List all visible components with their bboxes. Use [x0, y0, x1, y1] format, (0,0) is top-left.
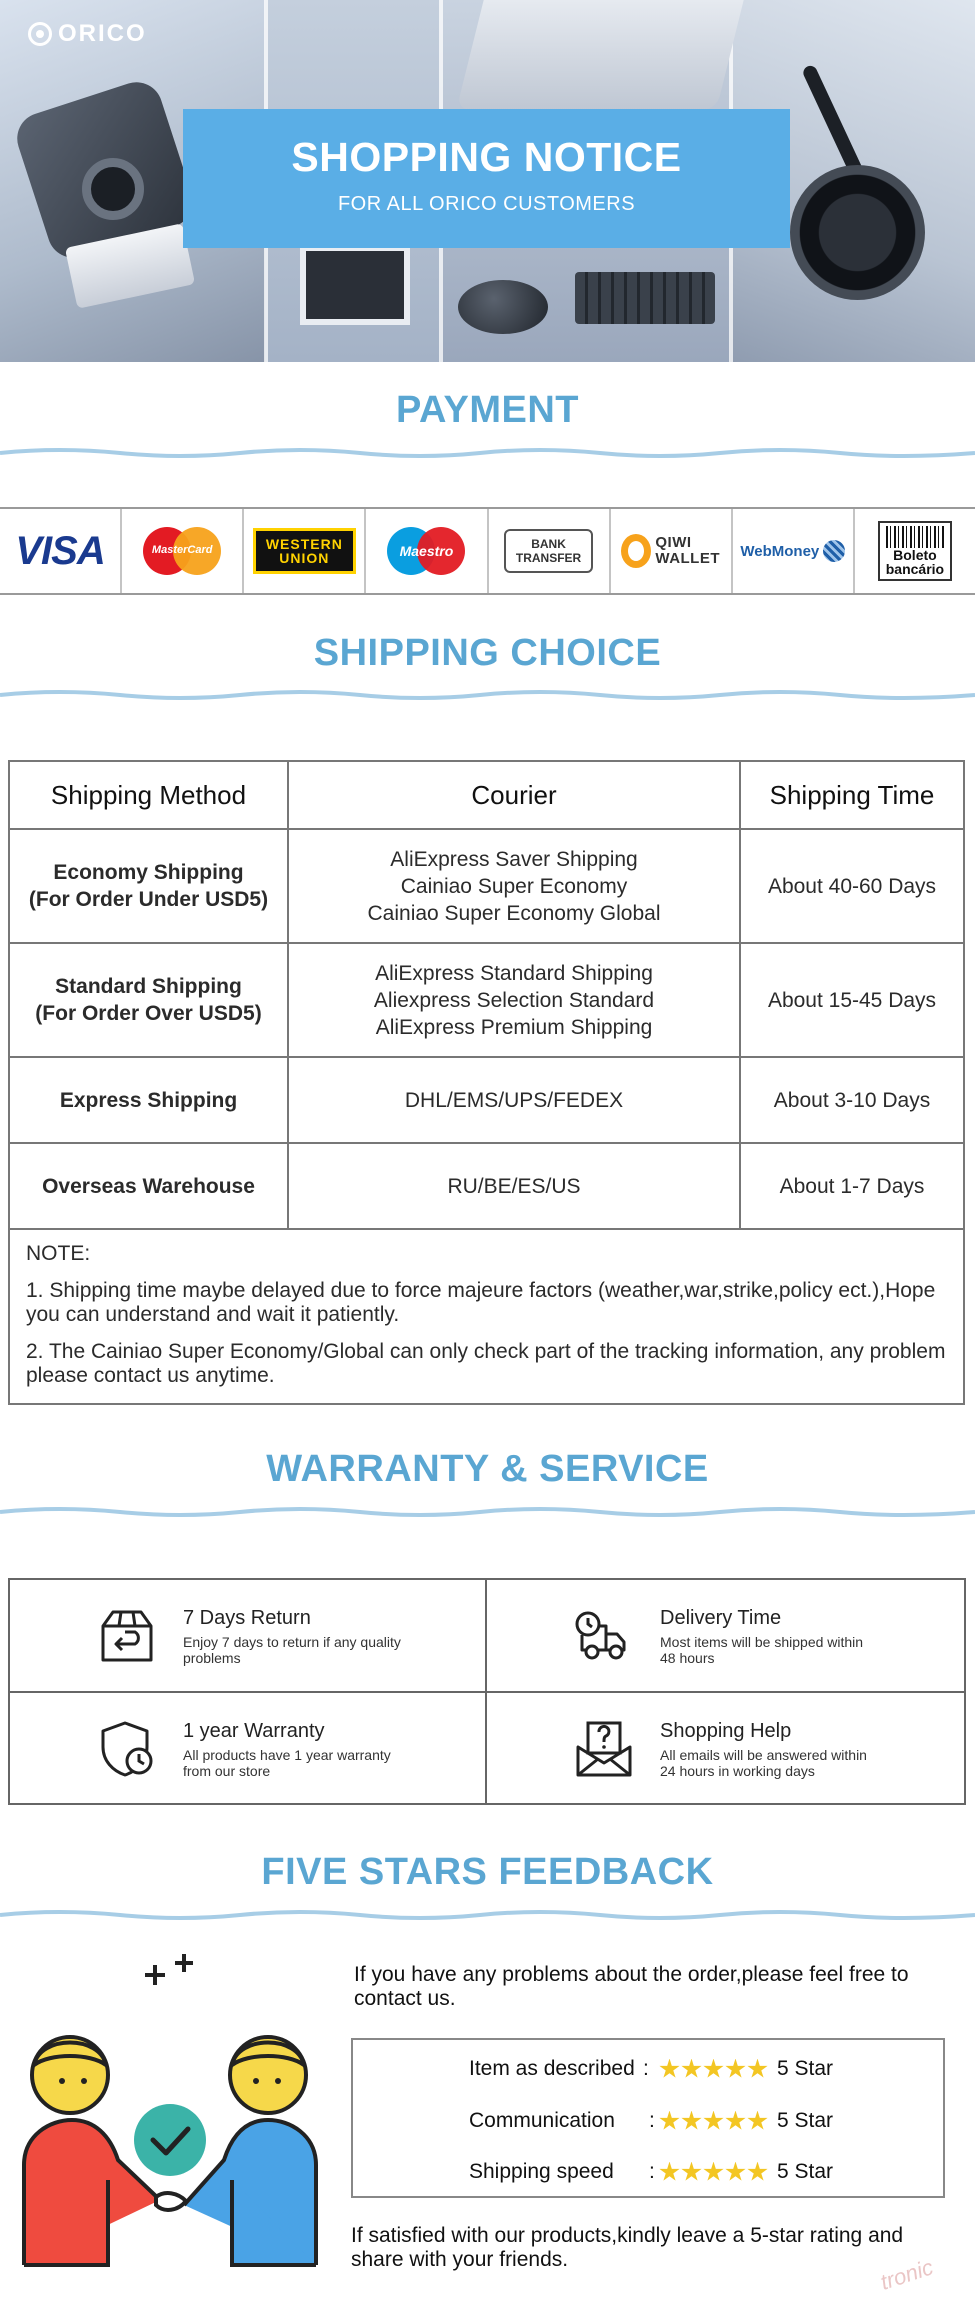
table-row [10, 944, 963, 1058]
feedback-heading: FIVE STARS FEEDBACK [261, 1851, 714, 1893]
barcode-icon [886, 526, 944, 548]
laptop-graphic [456, 0, 743, 110]
mouse-graphic [458, 280, 548, 334]
rating-label: Communication [469, 2109, 615, 2132]
payment-mastercard [122, 509, 244, 593]
rating-row [353, 2106, 943, 2136]
qiwi-line1: QIWI [655, 534, 692, 551]
rating-value: 5 Star [777, 2057, 834, 2080]
boleto-line1: Boleto [893, 547, 937, 563]
boleto-logo [878, 521, 952, 581]
courier-name: Cainiao Super Economy [400, 874, 628, 898]
service-title: Shopping Help [660, 1719, 792, 1742]
usb-ring-graphic [82, 158, 144, 220]
delivery-truck-icon [572, 1604, 636, 1668]
service-description: Most items will be shipped within 48 hours [660, 1633, 864, 1666]
table-row [10, 1058, 963, 1144]
courier-name: AliExpress Saver Shipping [390, 847, 638, 871]
qiwi-wallet-logo [621, 534, 720, 568]
payment-webmoney [733, 509, 855, 593]
brand-logo [28, 20, 147, 48]
shipping-method-cell: Express Shipping [10, 1058, 289, 1142]
globe-icon [823, 540, 845, 562]
service-title: 1 year Warranty [183, 1719, 325, 1742]
brand-logo-text: ORICO [58, 20, 147, 47]
shipping-method-cell: Overseas Warehouse [10, 1144, 289, 1228]
star-icon [747, 2111, 768, 2132]
service-title: 7 Days Return [183, 1606, 311, 1629]
section-wave-divider [0, 446, 975, 460]
mastercard-label: MasterCard [151, 544, 213, 556]
method-name: Economy Shipping [53, 861, 244, 884]
section-wave-divider [0, 1505, 975, 1519]
bank-transfer-line1: BANK [531, 537, 566, 551]
ratings-box [351, 2038, 945, 2198]
watermark: tronic [877, 2254, 937, 2295]
table-header-row [10, 762, 963, 830]
service-description: All emails will be answered within 24 hours in working days [660, 1746, 867, 1779]
notice-subtitle: FOR ALL ORICO CUSTOMERS [337, 193, 636, 215]
courier-cell [289, 944, 741, 1056]
service-title: Delivery Time [660, 1606, 782, 1629]
star-rating [659, 2111, 768, 2132]
payment-heading: PAYMENT [396, 389, 579, 431]
mastercard-logo [143, 527, 221, 575]
maestro-logo [387, 527, 465, 575]
star-icon [725, 2059, 746, 2080]
shipping-method-cell [10, 830, 289, 942]
payment-qiwi [611, 509, 733, 593]
feedback-outro: If satisfied with our products,kindly leave a 5-star rating and share with your friends. [351, 2224, 904, 2271]
payment-maestro [366, 509, 488, 593]
warranty-grid [8, 1578, 966, 1805]
bank-transfer-logo [504, 529, 593, 573]
courier-name: AliExpress Premium Shipping [375, 1015, 653, 1039]
warranty-shield-icon [95, 1717, 159, 1781]
shipping-time-cell: About 1-7 Days [779, 1174, 925, 1198]
note-title: NOTE: [26, 1242, 91, 1265]
shipping-heading: SHIPPING CHOICE [313, 632, 662, 674]
table-row [10, 1144, 963, 1230]
rating-value: 5 Star [777, 2160, 834, 2183]
star-icon [681, 2162, 702, 2183]
rating-colon: : [643, 2057, 649, 2080]
service-item-return [10, 1580, 487, 1692]
qiwi-icon [621, 534, 651, 568]
star-icon [681, 2111, 702, 2132]
webmoney-logo [740, 540, 845, 562]
service-item-help [487, 1693, 964, 1805]
payment-western-union [244, 509, 366, 593]
star-icon [703, 2111, 724, 2132]
star-icon [725, 2111, 746, 2132]
star-icon [747, 2162, 768, 2183]
bank-transfer-line2: TRANSFER [515, 551, 582, 565]
note-item: 2. The Cainiao Super Economy/Global can only check part of the tracking information, any problem please contact us anytime. [26, 1340, 946, 1387]
table-row [10, 830, 963, 944]
star-rating [659, 2162, 768, 2183]
help-mail-icon [572, 1717, 636, 1781]
shipping-notes [26, 1242, 961, 1401]
return-box-icon [95, 1604, 159, 1668]
star-icon [703, 2162, 724, 2183]
rating-colon: : [649, 2160, 655, 2183]
maestro-label: Maestro [399, 543, 454, 559]
shipping-time-cell: About 15-45 Days [767, 988, 937, 1012]
keyboard-graphic [575, 272, 715, 324]
rating-value: 5 Star [777, 2109, 834, 2132]
warranty-heading: WARRANTY & SERVICE [266, 1448, 709, 1490]
star-icon [681, 2059, 702, 2080]
service-description: All products have 1 year warranty from our store [183, 1746, 391, 1779]
shopping-notice-banner [0, 0, 975, 362]
star-icon [703, 2059, 724, 2080]
star-icon [659, 2059, 680, 2080]
western-union-line1: WESTERN [265, 536, 343, 552]
shipping-time-cell: About 40-60 Days [767, 874, 937, 898]
method-name: Standard Shipping [55, 975, 242, 998]
payment-methods-strip [0, 507, 975, 595]
desk-grommet-graphic [790, 165, 925, 300]
courier-cell [289, 830, 741, 942]
notice-title: SHOPPING NOTICE [291, 134, 682, 180]
star-icon [725, 2162, 746, 2183]
qiwi-line2: WALLET [655, 550, 721, 567]
courier-cell: DHL/EMS/UPS/FEDEX [289, 1058, 741, 1142]
note-item: 1. Shipping time maybe delayed due to force majeure factors (weather,war,strike,policy ect.),Hope you can understand and wait it patiently. [26, 1279, 936, 1326]
monitor-graphic [300, 245, 410, 325]
courier-name: Cainiao Super Economy Global [367, 901, 661, 925]
webmoney-label: WebMoney [740, 542, 820, 560]
payment-visa [0, 509, 122, 593]
feedback-intro: If you have any problems about the order,please feel free to contact us. [354, 1963, 909, 2010]
method-condition: (For Order Under USD5) [28, 888, 269, 911]
shipping-time-cell: About 3-10 Days [773, 1088, 931, 1112]
service-description: Enjoy 7 days to return if any quality problems [183, 1633, 401, 1666]
section-wave-divider [0, 688, 975, 702]
handshake-illustration [10, 1935, 330, 2275]
service-item-warranty [10, 1693, 487, 1805]
courier-name: Aliexpress Selection Standard [373, 988, 655, 1012]
payment-bank-transfer [489, 509, 611, 593]
payment-boleto [855, 509, 975, 593]
notice-box [183, 109, 790, 248]
shipping-method-cell [10, 944, 289, 1056]
rating-label: Shipping speed [469, 2160, 614, 2183]
rating-row [353, 2054, 943, 2084]
rating-row [353, 2157, 943, 2187]
brand-logo-icon [28, 22, 52, 46]
western-union-line2: UNION [279, 550, 330, 566]
star-icon [659, 2162, 680, 2183]
column-header: Courier [289, 762, 741, 828]
column-header: Shipping Method [10, 762, 289, 828]
western-union-logo [253, 528, 356, 574]
rating-label: Item as described [469, 2057, 635, 2080]
star-icon [659, 2111, 680, 2132]
column-header: Shipping Time [769, 779, 935, 810]
boleto-line2: bancário [885, 561, 945, 577]
star-icon [747, 2059, 768, 2080]
rating-colon: : [649, 2109, 655, 2132]
star-rating [659, 2059, 768, 2080]
shipping-table [8, 760, 965, 1405]
visa-logo: VISA [15, 528, 105, 573]
courier-cell: RU/BE/ES/US [289, 1144, 741, 1228]
courier-name: AliExpress Standard Shipping [375, 961, 653, 985]
section-wave-divider [0, 1908, 975, 1922]
method-condition: (For Order Over USD5) [35, 1002, 262, 1025]
service-item-delivery [487, 1580, 964, 1692]
